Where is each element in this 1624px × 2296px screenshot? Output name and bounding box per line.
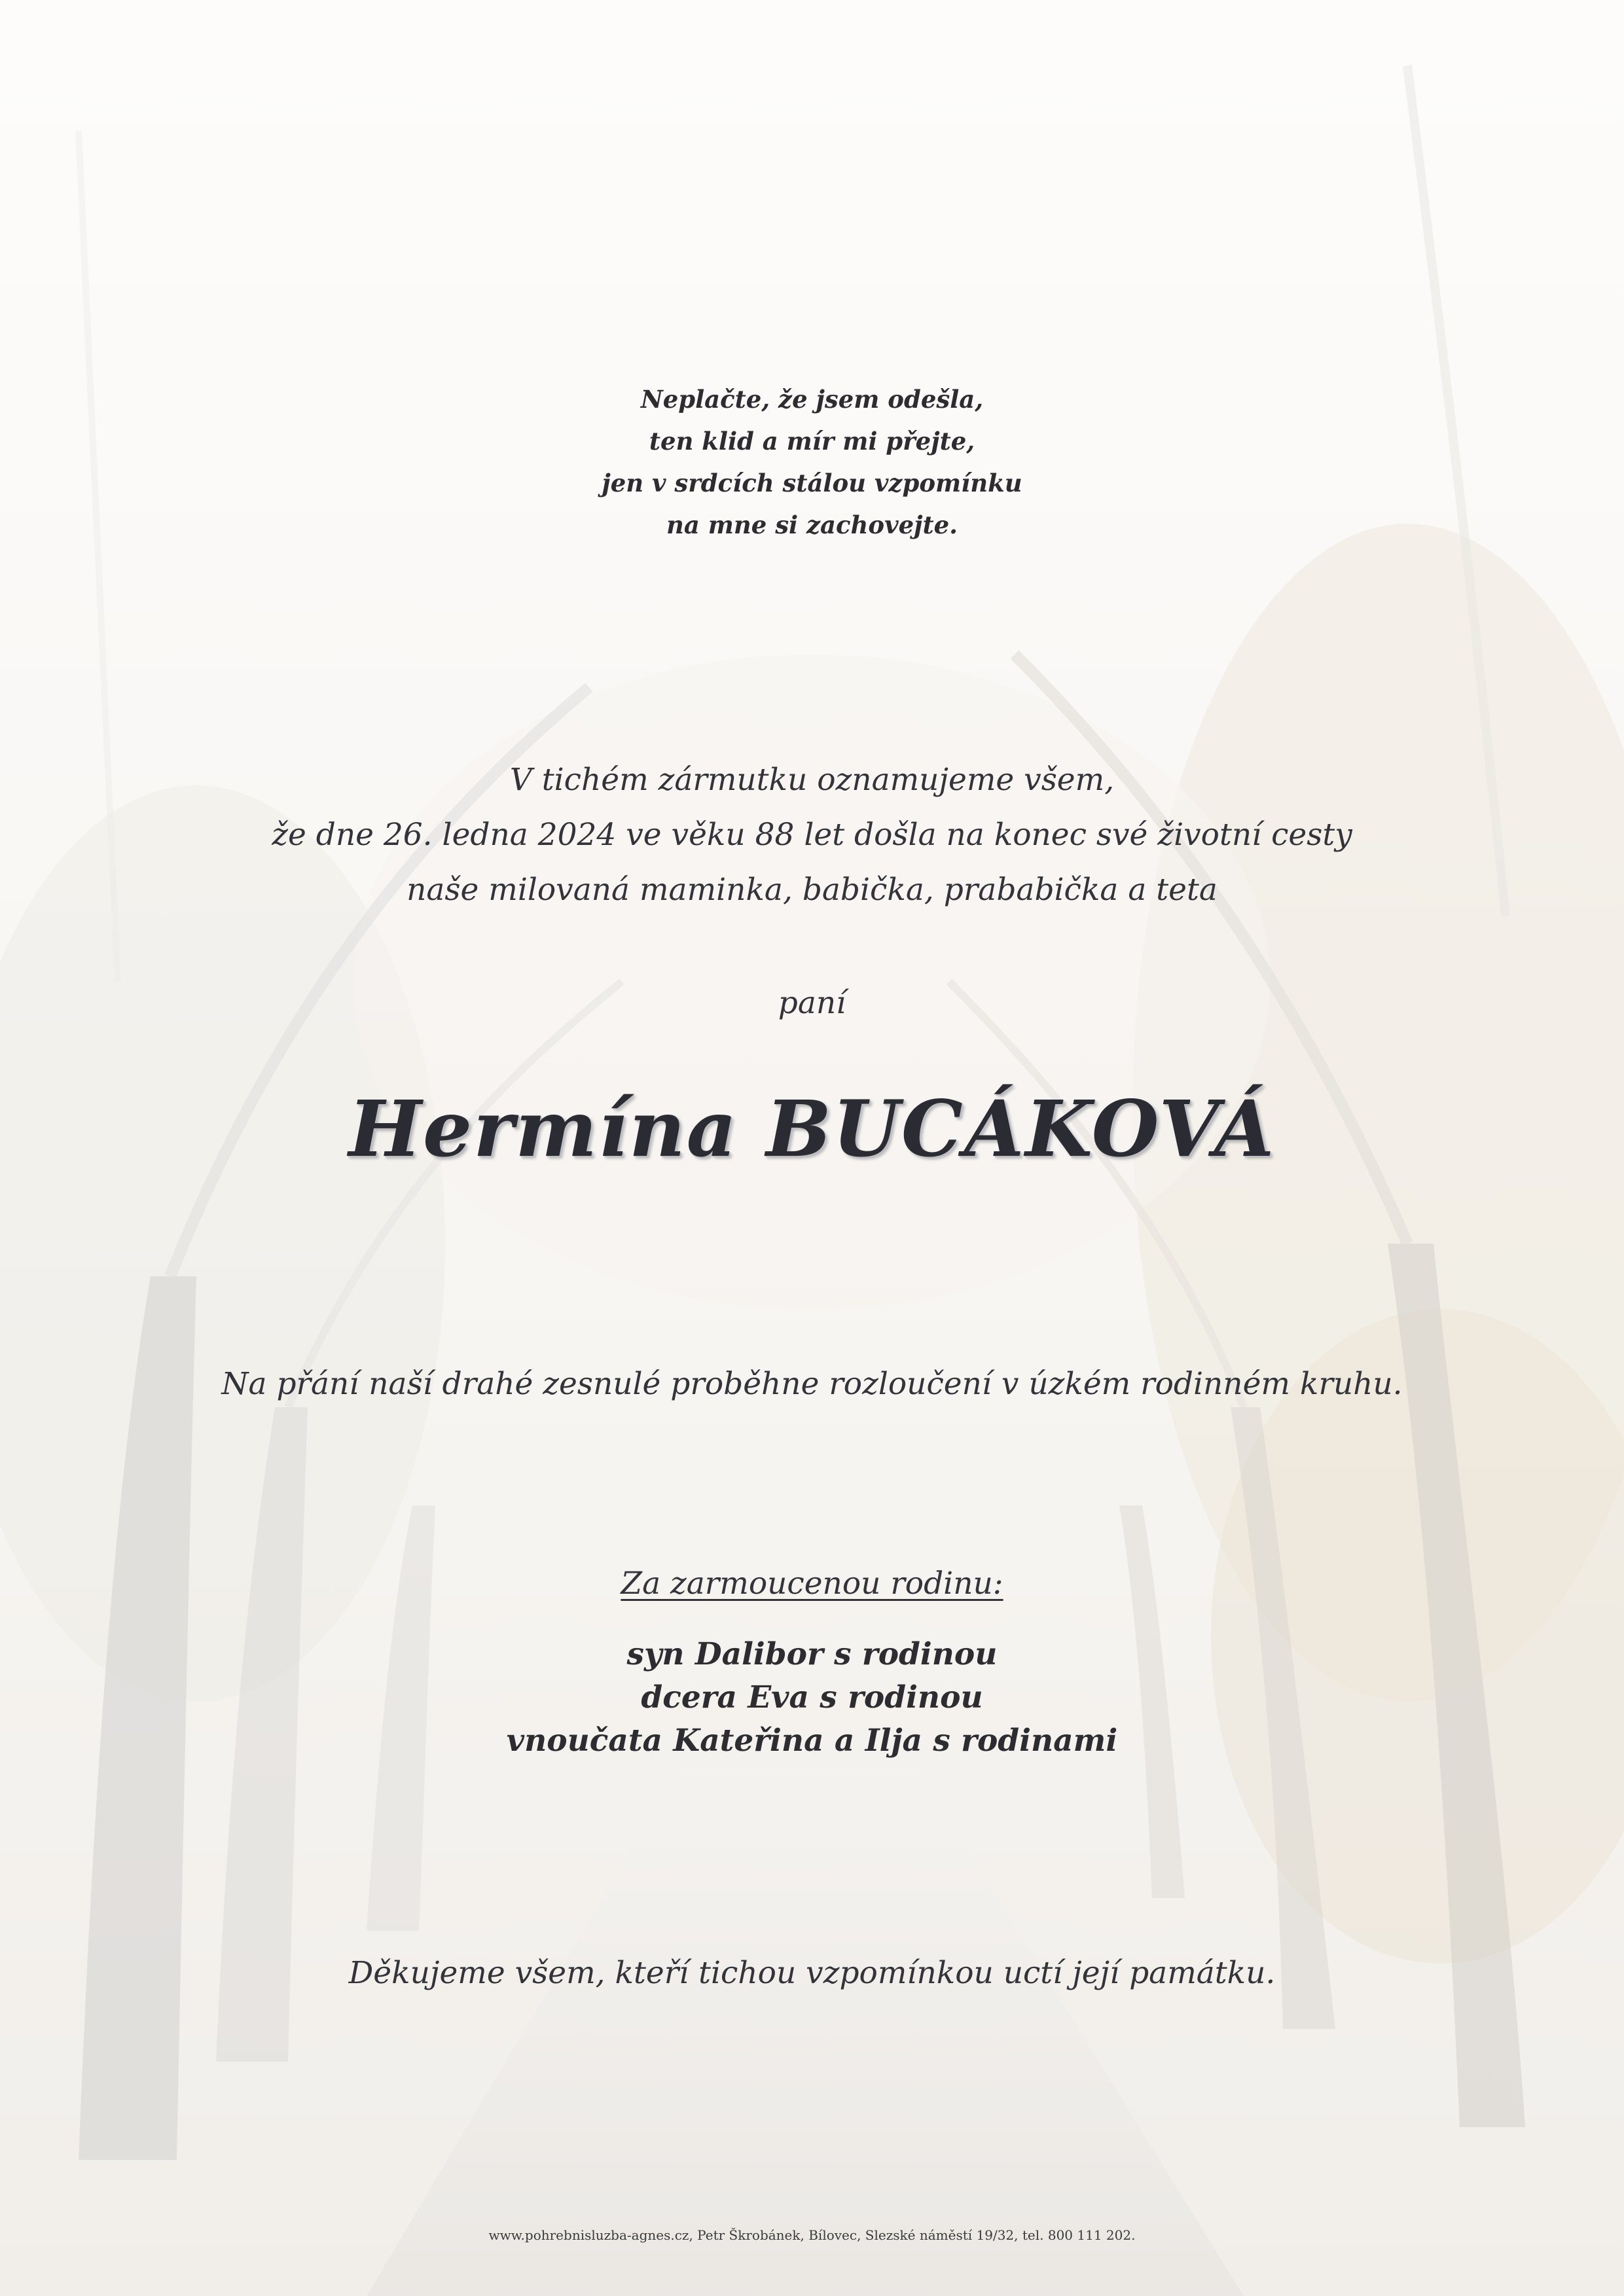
family-member: vnoučata Kateřina a Ilja s rodinami	[506, 1723, 1118, 1759]
verse-line: na mne si zachovejte.	[666, 511, 958, 539]
announcement-line: že dne 26. ledna 2024 ve věku 88 let došla na konec své životní cesty	[272, 817, 1352, 853]
death-announcement	[0, 753, 1624, 918]
memorial-verse	[0, 378, 1624, 546]
family-heading: Za zarmoucenou rodinu:	[621, 1566, 1003, 1602]
announcement-line: naše milovaná maminka, babička, prababička a teta	[406, 872, 1218, 908]
verse-line: ten klid a mír mi přejte,	[649, 427, 975, 456]
funeral-service-footer: www.pohrebnisluzba-agnes.cz, Petr Škrobánek, Bílovec, Slezské náměstí 19/32, tel. 800 111 202.	[488, 2227, 1136, 2243]
title-word: paní	[778, 985, 846, 1021]
thanks-note: Děkujeme všem, kteří tichou vzpomínkou uctí její památku.	[348, 1955, 1276, 1991]
family-member: syn Dalibor s rodinou	[626, 1636, 998, 1672]
announcement-line: V tichém zármutku oznamujeme všem,	[509, 762, 1115, 798]
family-members	[0, 1633, 1624, 1763]
deceased-name: Hermína BUCÁKOVÁ	[348, 1083, 1276, 1174]
verse-line: jen v srdcích stálou vzpomínku	[602, 469, 1022, 497]
verse-line: Neplačte, že jsem odešla,	[640, 385, 984, 414]
farewell-note: Na přání naší drahé zesnulé proběhne rozloučení v úzkém rodinném kruhu.	[221, 1366, 1403, 1402]
family-member: dcera Eva s rodinou	[641, 1679, 983, 1715]
